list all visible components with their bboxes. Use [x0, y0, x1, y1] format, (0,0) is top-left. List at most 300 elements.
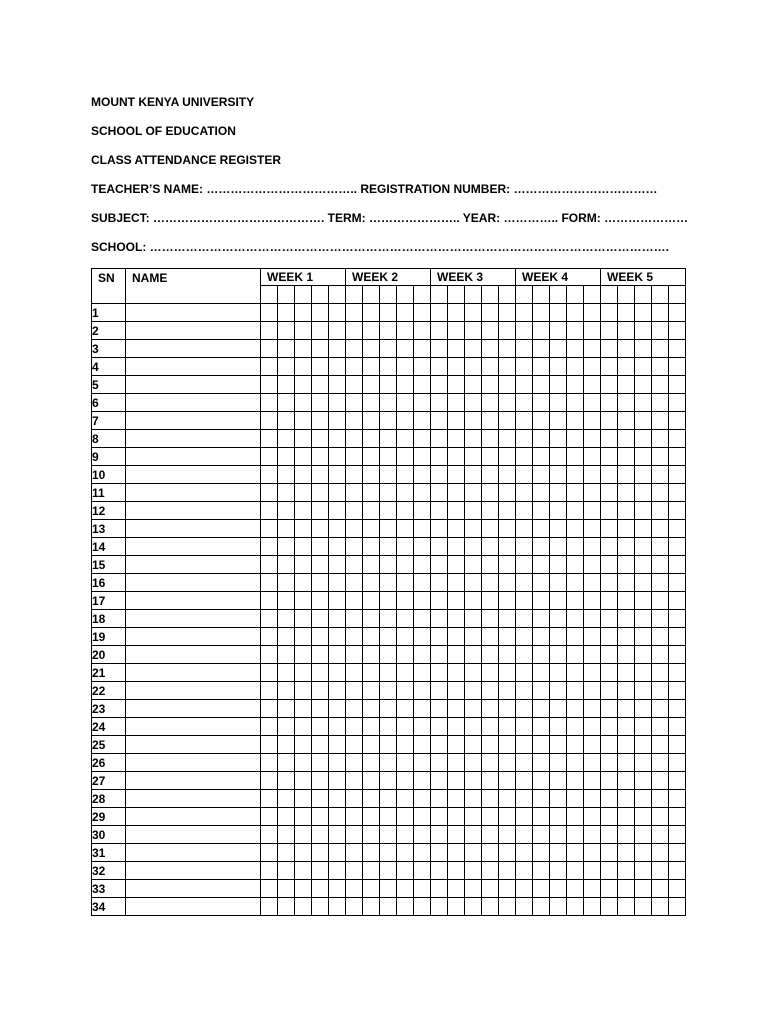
- attendance-cell[interactable]: [414, 808, 431, 826]
- attendance-cell[interactable]: [516, 646, 533, 664]
- attendance-cell[interactable]: [329, 880, 346, 898]
- attendance-cell[interactable]: [329, 430, 346, 448]
- attendance-cell[interactable]: [346, 394, 363, 412]
- student-name-cell[interactable]: [126, 862, 261, 880]
- attendance-cell[interactable]: [465, 502, 482, 520]
- attendance-cell[interactable]: [312, 610, 329, 628]
- attendance-cell[interactable]: [499, 304, 516, 322]
- attendance-cell[interactable]: [261, 898, 278, 916]
- attendance-cell[interactable]: [295, 376, 312, 394]
- attendance-cell[interactable]: [618, 358, 635, 376]
- attendance-cell[interactable]: [584, 646, 601, 664]
- attendance-cell[interactable]: [601, 376, 618, 394]
- attendance-cell[interactable]: [516, 412, 533, 430]
- attendance-cell[interactable]: [499, 556, 516, 574]
- attendance-cell[interactable]: [380, 898, 397, 916]
- attendance-cell[interactable]: [550, 466, 567, 484]
- attendance-cell[interactable]: [465, 592, 482, 610]
- attendance-cell[interactable]: [567, 322, 584, 340]
- attendance-cell[interactable]: [278, 376, 295, 394]
- attendance-cell[interactable]: [312, 682, 329, 700]
- attendance-cell[interactable]: [431, 448, 448, 466]
- attendance-cell[interactable]: [618, 304, 635, 322]
- attendance-cell[interactable]: [652, 826, 669, 844]
- attendance-cell[interactable]: [329, 466, 346, 484]
- attendance-cell[interactable]: [516, 322, 533, 340]
- attendance-cell[interactable]: [312, 898, 329, 916]
- attendance-cell[interactable]: [380, 538, 397, 556]
- attendance-cell[interactable]: [652, 448, 669, 466]
- attendance-cell[interactable]: [567, 772, 584, 790]
- attendance-cell[interactable]: [448, 880, 465, 898]
- attendance-cell[interactable]: [584, 736, 601, 754]
- attendance-cell[interactable]: [414, 484, 431, 502]
- attendance-cell[interactable]: [465, 358, 482, 376]
- attendance-cell[interactable]: [431, 538, 448, 556]
- attendance-cell[interactable]: [635, 664, 652, 682]
- attendance-cell[interactable]: [584, 574, 601, 592]
- attendance-cell[interactable]: [414, 466, 431, 484]
- attendance-cell[interactable]: [669, 394, 686, 412]
- attendance-cell[interactable]: [601, 754, 618, 772]
- attendance-cell[interactable]: [635, 574, 652, 592]
- attendance-cell[interactable]: [516, 682, 533, 700]
- attendance-cell[interactable]: [261, 826, 278, 844]
- attendance-cell[interactable]: [652, 610, 669, 628]
- attendance-cell[interactable]: [414, 844, 431, 862]
- attendance-cell[interactable]: [533, 862, 550, 880]
- attendance-cell[interactable]: [652, 304, 669, 322]
- attendance-cell[interactable]: [346, 718, 363, 736]
- attendance-cell[interactable]: [516, 610, 533, 628]
- attendance-cell[interactable]: [295, 556, 312, 574]
- attendance-cell[interactable]: [499, 772, 516, 790]
- attendance-cell[interactable]: [295, 826, 312, 844]
- attendance-cell[interactable]: [380, 574, 397, 592]
- attendance-cell[interactable]: [652, 538, 669, 556]
- attendance-cell[interactable]: [669, 466, 686, 484]
- attendance-cell[interactable]: [380, 376, 397, 394]
- attendance-cell[interactable]: [584, 484, 601, 502]
- attendance-cell[interactable]: [482, 484, 499, 502]
- attendance-cell[interactable]: [312, 520, 329, 538]
- attendance-cell[interactable]: [635, 682, 652, 700]
- attendance-cell[interactable]: [346, 358, 363, 376]
- attendance-cell[interactable]: [482, 646, 499, 664]
- attendance-cell[interactable]: [550, 304, 567, 322]
- attendance-cell[interactable]: [533, 448, 550, 466]
- attendance-cell[interactable]: [278, 718, 295, 736]
- attendance-cell[interactable]: [533, 736, 550, 754]
- attendance-cell[interactable]: [567, 808, 584, 826]
- attendance-cell[interactable]: [414, 628, 431, 646]
- attendance-cell[interactable]: [499, 898, 516, 916]
- attendance-cell[interactable]: [380, 448, 397, 466]
- attendance-cell[interactable]: [312, 790, 329, 808]
- attendance-cell[interactable]: [278, 304, 295, 322]
- attendance-cell[interactable]: [584, 502, 601, 520]
- attendance-cell[interactable]: [414, 394, 431, 412]
- attendance-cell[interactable]: [295, 430, 312, 448]
- attendance-cell[interactable]: [567, 376, 584, 394]
- attendance-cell[interactable]: [516, 718, 533, 736]
- attendance-cell[interactable]: [584, 448, 601, 466]
- attendance-cell[interactable]: [414, 862, 431, 880]
- attendance-cell[interactable]: [346, 538, 363, 556]
- attendance-cell[interactable]: [652, 844, 669, 862]
- attendance-cell[interactable]: [397, 304, 414, 322]
- attendance-cell[interactable]: [550, 664, 567, 682]
- attendance-cell[interactable]: [363, 700, 380, 718]
- attendance-cell[interactable]: [465, 394, 482, 412]
- attendance-cell[interactable]: [533, 844, 550, 862]
- attendance-cell[interactable]: [397, 682, 414, 700]
- attendance-cell[interactable]: [601, 466, 618, 484]
- attendance-cell[interactable]: [652, 502, 669, 520]
- attendance-cell[interactable]: [431, 412, 448, 430]
- attendance-cell[interactable]: [346, 790, 363, 808]
- student-name-cell[interactable]: [126, 538, 261, 556]
- attendance-cell[interactable]: [414, 736, 431, 754]
- attendance-cell[interactable]: [278, 772, 295, 790]
- attendance-cell[interactable]: [550, 538, 567, 556]
- attendance-cell[interactable]: [295, 790, 312, 808]
- attendance-cell[interactable]: [295, 322, 312, 340]
- student-name-cell[interactable]: [126, 664, 261, 682]
- attendance-cell[interactable]: [346, 754, 363, 772]
- attendance-cell[interactable]: [261, 718, 278, 736]
- student-name-cell[interactable]: [126, 754, 261, 772]
- attendance-cell[interactable]: [567, 430, 584, 448]
- attendance-cell[interactable]: [669, 682, 686, 700]
- attendance-cell[interactable]: [312, 628, 329, 646]
- attendance-cell[interactable]: [499, 484, 516, 502]
- attendance-cell[interactable]: [261, 304, 278, 322]
- attendance-cell[interactable]: [397, 502, 414, 520]
- attendance-cell[interactable]: [312, 772, 329, 790]
- attendance-cell[interactable]: [635, 790, 652, 808]
- attendance-cell[interactable]: [363, 412, 380, 430]
- attendance-cell[interactable]: [431, 844, 448, 862]
- attendance-cell[interactable]: [516, 898, 533, 916]
- student-name-cell[interactable]: [126, 412, 261, 430]
- attendance-cell[interactable]: [499, 628, 516, 646]
- attendance-cell[interactable]: [516, 394, 533, 412]
- attendance-cell[interactable]: [346, 808, 363, 826]
- attendance-cell[interactable]: [363, 898, 380, 916]
- attendance-cell[interactable]: [397, 376, 414, 394]
- student-name-cell[interactable]: [126, 736, 261, 754]
- attendance-cell[interactable]: [601, 646, 618, 664]
- attendance-cell[interactable]: [346, 322, 363, 340]
- attendance-cell[interactable]: [584, 862, 601, 880]
- attendance-cell[interactable]: [261, 610, 278, 628]
- attendance-cell[interactable]: [363, 556, 380, 574]
- attendance-cell[interactable]: [329, 394, 346, 412]
- attendance-cell[interactable]: [329, 358, 346, 376]
- attendance-cell[interactable]: [448, 376, 465, 394]
- attendance-cell[interactable]: [465, 736, 482, 754]
- attendance-cell[interactable]: [601, 304, 618, 322]
- attendance-cell[interactable]: [397, 880, 414, 898]
- attendance-cell[interactable]: [380, 358, 397, 376]
- attendance-cell[interactable]: [601, 448, 618, 466]
- attendance-cell[interactable]: [448, 304, 465, 322]
- attendance-cell[interactable]: [635, 844, 652, 862]
- attendance-cell[interactable]: [329, 610, 346, 628]
- attendance-cell[interactable]: [482, 844, 499, 862]
- student-name-cell[interactable]: [126, 898, 261, 916]
- attendance-cell[interactable]: [414, 772, 431, 790]
- attendance-cell[interactable]: [482, 412, 499, 430]
- attendance-cell[interactable]: [363, 808, 380, 826]
- attendance-cell[interactable]: [669, 862, 686, 880]
- attendance-cell[interactable]: [346, 304, 363, 322]
- attendance-cell[interactable]: [652, 340, 669, 358]
- attendance-cell[interactable]: [516, 448, 533, 466]
- attendance-cell[interactable]: [414, 610, 431, 628]
- attendance-cell[interactable]: [312, 700, 329, 718]
- attendance-cell[interactable]: [533, 556, 550, 574]
- attendance-cell[interactable]: [312, 844, 329, 862]
- attendance-cell[interactable]: [652, 772, 669, 790]
- attendance-cell[interactable]: [414, 592, 431, 610]
- attendance-cell[interactable]: [346, 502, 363, 520]
- attendance-cell[interactable]: [499, 808, 516, 826]
- attendance-cell[interactable]: [397, 448, 414, 466]
- attendance-cell[interactable]: [329, 898, 346, 916]
- attendance-cell[interactable]: [516, 340, 533, 358]
- attendance-cell[interactable]: [329, 826, 346, 844]
- attendance-cell[interactable]: [601, 340, 618, 358]
- attendance-cell[interactable]: [482, 628, 499, 646]
- student-name-cell[interactable]: [126, 718, 261, 736]
- attendance-cell[interactable]: [278, 610, 295, 628]
- attendance-cell[interactable]: [669, 592, 686, 610]
- attendance-cell[interactable]: [380, 790, 397, 808]
- attendance-cell[interactable]: [601, 412, 618, 430]
- attendance-cell[interactable]: [618, 322, 635, 340]
- attendance-cell[interactable]: [346, 610, 363, 628]
- attendance-cell[interactable]: [618, 484, 635, 502]
- attendance-cell[interactable]: [618, 556, 635, 574]
- attendance-cell[interactable]: [618, 700, 635, 718]
- attendance-cell[interactable]: [550, 718, 567, 736]
- attendance-cell[interactable]: [278, 826, 295, 844]
- attendance-cell[interactable]: [363, 430, 380, 448]
- attendance-cell[interactable]: [312, 466, 329, 484]
- attendance-cell[interactable]: [516, 790, 533, 808]
- attendance-cell[interactable]: [414, 502, 431, 520]
- attendance-cell[interactable]: [567, 898, 584, 916]
- attendance-cell[interactable]: [380, 466, 397, 484]
- attendance-cell[interactable]: [584, 700, 601, 718]
- attendance-cell[interactable]: [397, 538, 414, 556]
- attendance-cell[interactable]: [533, 808, 550, 826]
- student-name-cell[interactable]: [126, 394, 261, 412]
- attendance-cell[interactable]: [635, 358, 652, 376]
- attendance-cell[interactable]: [482, 430, 499, 448]
- attendance-cell[interactable]: [533, 592, 550, 610]
- attendance-cell[interactable]: [465, 340, 482, 358]
- attendance-cell[interactable]: [312, 664, 329, 682]
- attendance-cell[interactable]: [278, 538, 295, 556]
- attendance-cell[interactable]: [380, 754, 397, 772]
- attendance-cell[interactable]: [482, 394, 499, 412]
- attendance-cell[interactable]: [533, 898, 550, 916]
- attendance-cell[interactable]: [278, 682, 295, 700]
- attendance-cell[interactable]: [550, 520, 567, 538]
- attendance-cell[interactable]: [482, 790, 499, 808]
- attendance-cell[interactable]: [669, 736, 686, 754]
- student-name-cell[interactable]: [126, 484, 261, 502]
- attendance-cell[interactable]: [618, 376, 635, 394]
- attendance-cell[interactable]: [465, 412, 482, 430]
- attendance-cell[interactable]: [380, 772, 397, 790]
- attendance-cell[interactable]: [550, 628, 567, 646]
- attendance-cell[interactable]: [601, 538, 618, 556]
- attendance-cell[interactable]: [618, 610, 635, 628]
- attendance-cell[interactable]: [431, 790, 448, 808]
- attendance-cell[interactable]: [567, 700, 584, 718]
- attendance-cell[interactable]: [533, 304, 550, 322]
- attendance-cell[interactable]: [533, 790, 550, 808]
- attendance-cell[interactable]: [533, 700, 550, 718]
- attendance-cell[interactable]: [397, 430, 414, 448]
- attendance-cell[interactable]: [584, 610, 601, 628]
- attendance-cell[interactable]: [261, 574, 278, 592]
- attendance-cell[interactable]: [618, 772, 635, 790]
- attendance-cell[interactable]: [652, 664, 669, 682]
- attendance-cell[interactable]: [652, 898, 669, 916]
- attendance-cell[interactable]: [652, 790, 669, 808]
- attendance-cell[interactable]: [363, 448, 380, 466]
- attendance-cell[interactable]: [482, 862, 499, 880]
- attendance-cell[interactable]: [380, 520, 397, 538]
- attendance-cell[interactable]: [550, 826, 567, 844]
- attendance-cell[interactable]: [499, 754, 516, 772]
- attendance-cell[interactable]: [448, 610, 465, 628]
- attendance-cell[interactable]: [584, 718, 601, 736]
- attendance-cell[interactable]: [261, 772, 278, 790]
- attendance-cell[interactable]: [516, 484, 533, 502]
- attendance-cell[interactable]: [669, 880, 686, 898]
- attendance-cell[interactable]: [516, 556, 533, 574]
- attendance-cell[interactable]: [448, 826, 465, 844]
- attendance-cell[interactable]: [516, 754, 533, 772]
- attendance-cell[interactable]: [363, 646, 380, 664]
- attendance-cell[interactable]: [329, 556, 346, 574]
- attendance-cell[interactable]: [499, 574, 516, 592]
- attendance-cell[interactable]: [516, 520, 533, 538]
- student-name-cell[interactable]: [126, 646, 261, 664]
- attendance-cell[interactable]: [584, 664, 601, 682]
- attendance-cell[interactable]: [669, 610, 686, 628]
- attendance-cell[interactable]: [346, 592, 363, 610]
- attendance-cell[interactable]: [516, 880, 533, 898]
- attendance-cell[interactable]: [567, 448, 584, 466]
- attendance-cell[interactable]: [516, 466, 533, 484]
- attendance-cell[interactable]: [601, 808, 618, 826]
- attendance-cell[interactable]: [465, 322, 482, 340]
- attendance-cell[interactable]: [499, 718, 516, 736]
- attendance-cell[interactable]: [669, 376, 686, 394]
- attendance-cell[interactable]: [635, 646, 652, 664]
- attendance-cell[interactable]: [533, 754, 550, 772]
- attendance-cell[interactable]: [601, 682, 618, 700]
- attendance-cell[interactable]: [431, 646, 448, 664]
- student-name-cell[interactable]: [126, 448, 261, 466]
- attendance-cell[interactable]: [346, 466, 363, 484]
- student-name-cell[interactable]: [126, 628, 261, 646]
- attendance-cell[interactable]: [448, 502, 465, 520]
- attendance-cell[interactable]: [397, 556, 414, 574]
- attendance-cell[interactable]: [278, 646, 295, 664]
- attendance-cell[interactable]: [499, 646, 516, 664]
- attendance-cell[interactable]: [516, 376, 533, 394]
- attendance-cell[interactable]: [431, 898, 448, 916]
- attendance-cell[interactable]: [635, 898, 652, 916]
- attendance-cell[interactable]: [414, 304, 431, 322]
- student-name-cell[interactable]: [126, 790, 261, 808]
- attendance-cell[interactable]: [329, 754, 346, 772]
- attendance-cell[interactable]: [584, 826, 601, 844]
- attendance-cell[interactable]: [380, 826, 397, 844]
- attendance-cell[interactable]: [618, 664, 635, 682]
- attendance-cell[interactable]: [380, 340, 397, 358]
- attendance-cell[interactable]: [533, 664, 550, 682]
- attendance-cell[interactable]: [448, 574, 465, 592]
- student-name-cell[interactable]: [126, 574, 261, 592]
- attendance-cell[interactable]: [414, 880, 431, 898]
- attendance-cell[interactable]: [482, 808, 499, 826]
- attendance-cell[interactable]: [652, 322, 669, 340]
- attendance-cell[interactable]: [414, 340, 431, 358]
- attendance-cell[interactable]: [601, 610, 618, 628]
- attendance-cell[interactable]: [499, 322, 516, 340]
- attendance-cell[interactable]: [584, 790, 601, 808]
- attendance-cell[interactable]: [329, 862, 346, 880]
- attendance-cell[interactable]: [261, 844, 278, 862]
- attendance-cell[interactable]: [533, 538, 550, 556]
- attendance-cell[interactable]: [414, 448, 431, 466]
- attendance-cell[interactable]: [533, 394, 550, 412]
- attendance-cell[interactable]: [584, 376, 601, 394]
- attendance-cell[interactable]: [584, 430, 601, 448]
- attendance-cell[interactable]: [601, 898, 618, 916]
- attendance-cell[interactable]: [482, 898, 499, 916]
- attendance-cell[interactable]: [448, 718, 465, 736]
- attendance-cell[interactable]: [397, 808, 414, 826]
- attendance-cell[interactable]: [312, 718, 329, 736]
- attendance-cell[interactable]: [261, 520, 278, 538]
- attendance-cell[interactable]: [261, 448, 278, 466]
- attendance-cell[interactable]: [669, 520, 686, 538]
- attendance-cell[interactable]: [652, 880, 669, 898]
- attendance-cell[interactable]: [618, 790, 635, 808]
- attendance-cell[interactable]: [567, 358, 584, 376]
- attendance-cell[interactable]: [346, 664, 363, 682]
- attendance-cell[interactable]: [584, 394, 601, 412]
- attendance-cell[interactable]: [295, 412, 312, 430]
- attendance-cell[interactable]: [363, 826, 380, 844]
- attendance-cell[interactable]: [669, 754, 686, 772]
- attendance-cell[interactable]: [397, 358, 414, 376]
- attendance-cell[interactable]: [448, 592, 465, 610]
- attendance-cell[interactable]: [295, 700, 312, 718]
- attendance-cell[interactable]: [550, 682, 567, 700]
- attendance-cell[interactable]: [567, 646, 584, 664]
